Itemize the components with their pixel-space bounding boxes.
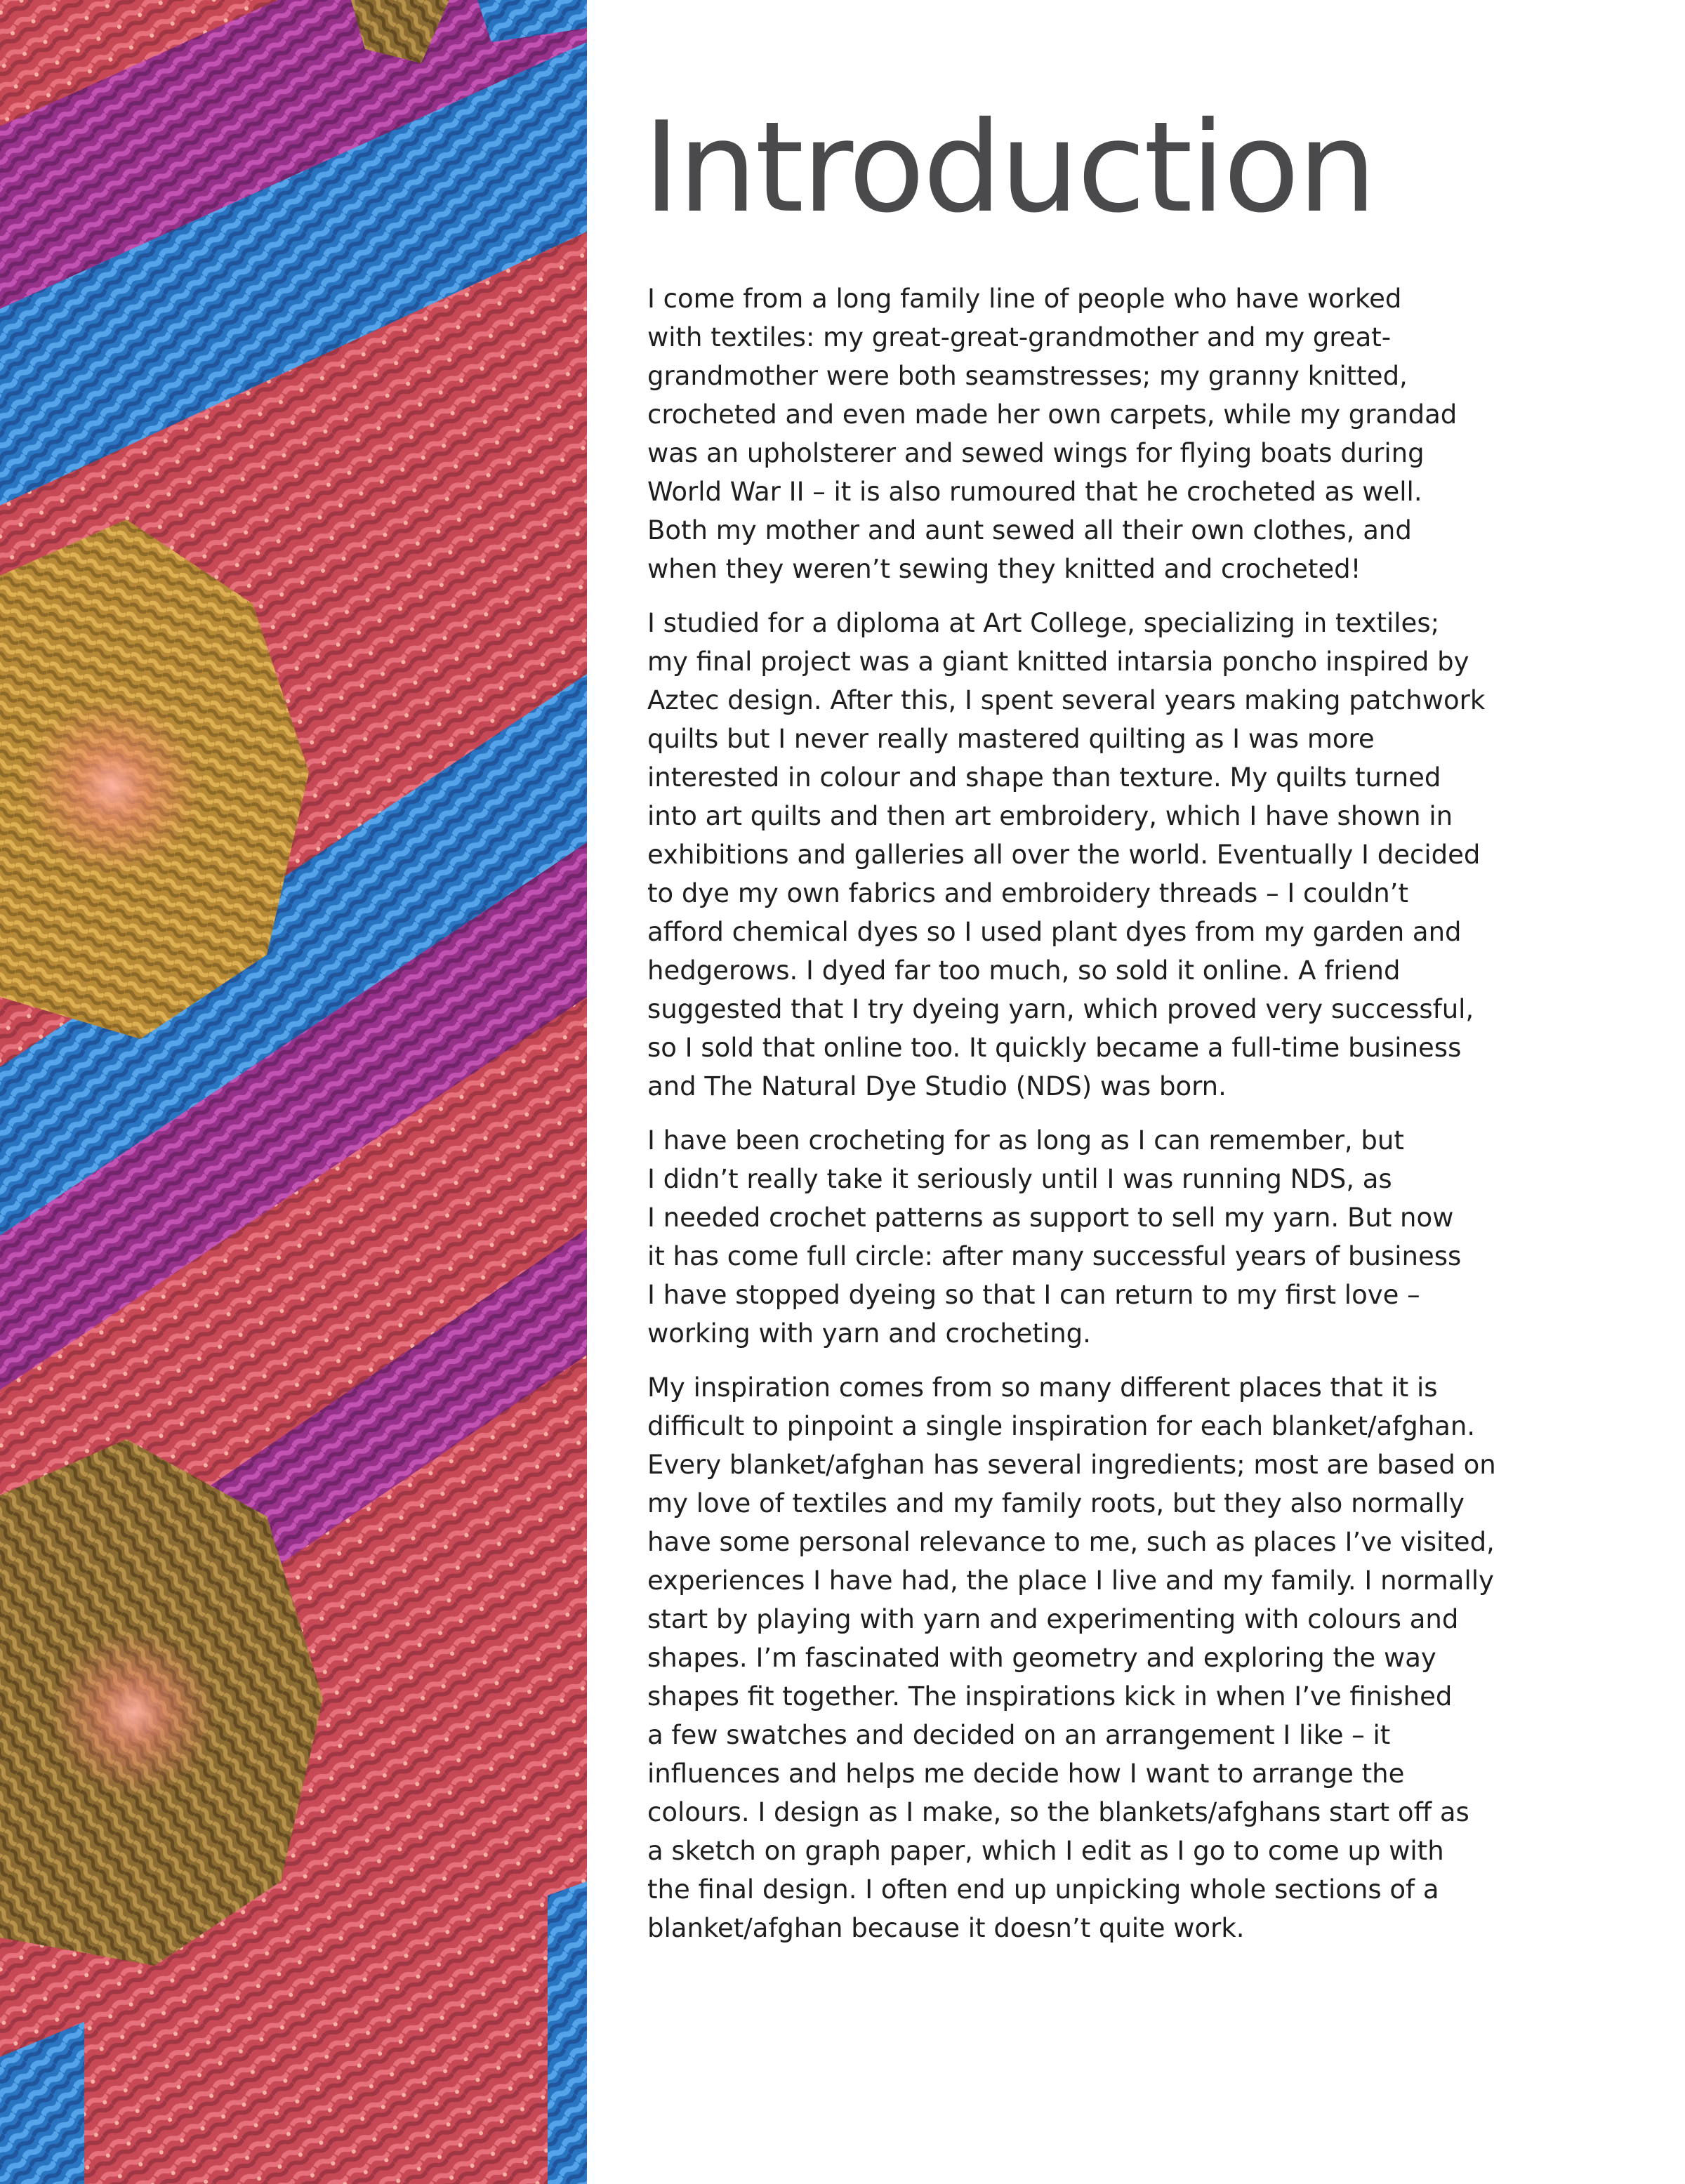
text-line: to dye my own fabrics and embroidery threads – I couldn’t xyxy=(647,878,1408,908)
page-title: Introduction xyxy=(643,95,1375,240)
text-line: experiences I have had, the place I live and my family. I normally xyxy=(647,1566,1494,1596)
paragraph-inspiration xyxy=(647,1368,1546,1947)
text-line: working with yarn and crocheting. xyxy=(647,1318,1091,1349)
text-line: into art quilts and then art embroidery, which I have shown in xyxy=(647,801,1453,831)
text-line: suggested that I try dyeing yarn, which proved very successful, xyxy=(647,994,1474,1024)
text-line: shapes fit together. The inspirations kick in when I’ve finished xyxy=(647,1681,1453,1712)
text-line: quilts but I never really mastered quilting as I was more xyxy=(647,724,1375,754)
text-line: crocheted and even made her own carpets, while my grandad xyxy=(647,399,1458,430)
text-line: colours. I design as I make, so the blankets/afghans start off as xyxy=(647,1797,1469,1827)
text-line: Every blanket/afghan has several ingredients; most are based on xyxy=(647,1450,1496,1480)
crochet-texture-image xyxy=(0,0,587,2184)
text-line: have some personal relevance to me, such as places I’ve visited, xyxy=(647,1527,1495,1557)
text-line: a few swatches and decided on an arrangement I like – it xyxy=(647,1720,1391,1750)
text-line: exhibitions and galleries all over the world. Eventually I decided xyxy=(647,840,1481,870)
text-line: I didn’t really take it seriously until I was running NDS, as xyxy=(647,1164,1392,1194)
text-line: and The Natural Dye Studio (NDS) was born. xyxy=(647,1071,1227,1101)
paragraph-art-college xyxy=(647,604,1546,1106)
text-line: grandmother were both seamstresses; my granny knitted, xyxy=(647,361,1408,391)
text-line: hedgerows. I dyed far too much, so sold it online. A friend xyxy=(647,955,1401,986)
crochet-blanket-photo xyxy=(0,0,587,2184)
text-line: I needed crochet patterns as support to sell my yarn. But now xyxy=(647,1203,1454,1233)
text-line: shapes. I’m fascinated with geometry and exploring the way xyxy=(647,1643,1436,1673)
paragraph-family-history xyxy=(647,279,1546,588)
text-line: a sketch on graph paper, which I edit as I go to come up with xyxy=(647,1836,1444,1866)
text-line: influences and helps me decide how I want to arrange the xyxy=(647,1759,1405,1789)
text-line: blanket/afghan because it doesn’t quite work. xyxy=(647,1913,1245,1943)
text-line: afford chemical dyes so I used plant dyes from my garden and xyxy=(647,917,1462,947)
text-line: My inspiration comes from so many different places that it is xyxy=(647,1372,1438,1403)
text-line: so I sold that online too. It quickly became a full-time business xyxy=(647,1033,1462,1063)
introduction-text-column xyxy=(643,95,1546,1963)
text-line: I come from a long family line of people who have worked xyxy=(647,284,1402,314)
text-line: with textiles: my great-great-grandmother and my great- xyxy=(647,322,1392,352)
text-line: World War II – it is also rumoured that he crocheted as well. xyxy=(647,477,1422,507)
paragraph-crocheting xyxy=(647,1121,1546,1353)
text-line: interested in colour and shape than texture. My quilts turned xyxy=(647,762,1441,793)
text-line: when they weren’t sewing they knitted and crocheted! xyxy=(647,554,1361,584)
text-line: my love of textiles and my family roots, but they also normally xyxy=(647,1488,1465,1518)
text-line: I have been crocheting for as long as I can remember, but xyxy=(647,1125,1404,1156)
text-line: it has come full circle: after many successful years of business xyxy=(647,1241,1462,1271)
text-line: difficult to pinpoint a single inspiration for each blanket/afghan. xyxy=(647,1411,1476,1441)
text-line: start by playing with yarn and experimenting with colours and xyxy=(647,1604,1459,1634)
text-line: Aztec design. After this, I spent several years making patchwork xyxy=(647,685,1486,715)
text-line: my final project was a giant knitted intarsia poncho inspired by xyxy=(647,647,1469,677)
text-line: I studied for a diploma at Art College, specializing in textiles; xyxy=(647,608,1440,638)
text-line: Both my mother and aunt sewed all their own clothes, and xyxy=(647,515,1412,545)
text-line: was an upholsterer and sewed wings for flying boats during xyxy=(647,438,1425,468)
text-line: the final design. I often end up unpicking whole sections of a xyxy=(647,1874,1439,1905)
text-line: I have stopped dyeing so that I can return to my first love – xyxy=(647,1280,1420,1310)
